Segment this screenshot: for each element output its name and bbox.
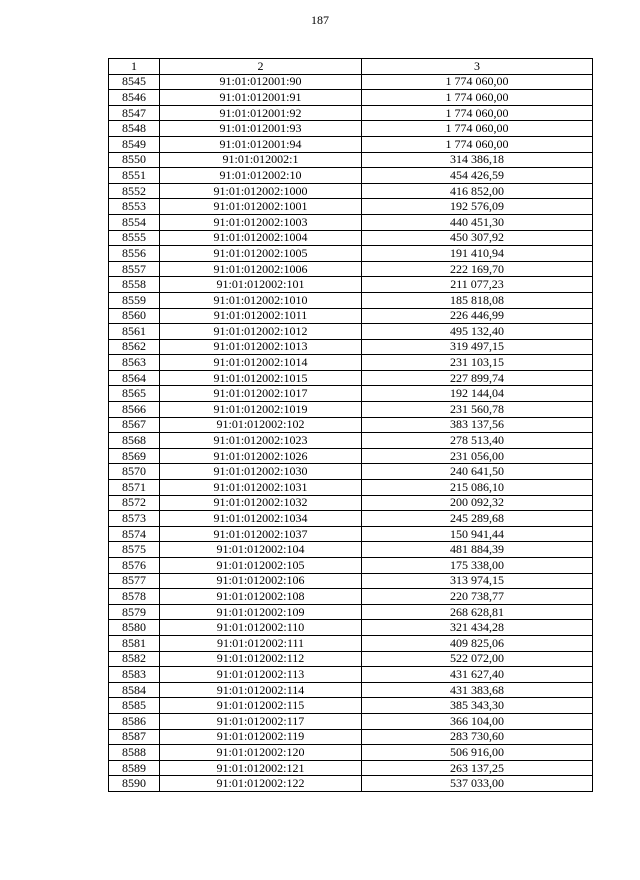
row-number-cell: 8551	[109, 168, 160, 184]
value-cell: 431 627,40	[362, 667, 593, 683]
column-header-2: 2	[160, 59, 362, 75]
cadastral-number-cell: 91:01:012002:1004	[160, 230, 362, 246]
row-number-cell: 8580	[109, 620, 160, 636]
value-cell: 231 103,15	[362, 355, 593, 371]
table-row	[109, 480, 593, 496]
row-number-cell: 8579	[109, 604, 160, 620]
cadastral-number-cell: 91:01:012002:105	[160, 558, 362, 574]
row-number-cell: 8550	[109, 152, 160, 168]
row-number-cell: 8561	[109, 324, 160, 340]
cadastral-number-cell: 91:01:012002:117	[160, 713, 362, 729]
table-row	[109, 558, 593, 574]
table-row	[109, 433, 593, 449]
row-number-cell: 8546	[109, 90, 160, 106]
value-cell: 1 774 060,00	[362, 121, 593, 137]
table-row	[109, 277, 593, 293]
value-cell: 211 077,23	[362, 277, 593, 293]
cadastral-number-cell: 91:01:012002:111	[160, 635, 362, 651]
value-cell: 200 092,32	[362, 495, 593, 511]
value-cell: 227 899,74	[362, 370, 593, 386]
table-row	[109, 370, 593, 386]
table-row	[109, 136, 593, 152]
value-cell: 231 560,78	[362, 402, 593, 418]
row-number-cell: 8576	[109, 558, 160, 574]
cadastral-number-cell: 91:01:012002:1010	[160, 292, 362, 308]
row-number-cell: 8565	[109, 386, 160, 402]
cadastral-number-cell: 91:01:012001:94	[160, 136, 362, 152]
table-row	[109, 417, 593, 433]
table-row	[109, 121, 593, 137]
value-cell: 192 576,09	[362, 199, 593, 215]
cadastral-number-cell: 91:01:012002:114	[160, 682, 362, 698]
table-row	[109, 402, 593, 418]
cadastral-number-cell: 91:01:012002:102	[160, 417, 362, 433]
cadastral-number-cell: 91:01:012002:112	[160, 651, 362, 667]
row-number-cell: 8570	[109, 464, 160, 480]
value-cell: 314 386,18	[362, 152, 593, 168]
cadastral-number-cell: 91:01:012002:1032	[160, 495, 362, 511]
cadastral-number-cell: 91:01:012002:1037	[160, 526, 362, 542]
value-cell: 283 730,60	[362, 729, 593, 745]
table-row	[109, 355, 593, 371]
cadastral-number-cell: 91:01:012002:101	[160, 277, 362, 293]
table-row	[109, 199, 593, 215]
value-cell: 313 974,15	[362, 573, 593, 589]
column-header-3: 3	[362, 59, 593, 75]
row-number-cell: 8571	[109, 480, 160, 496]
cadastral-number-cell: 91:01:012002:119	[160, 729, 362, 745]
value-cell: 1 774 060,00	[362, 74, 593, 90]
row-number-cell: 8587	[109, 729, 160, 745]
cadastral-number-cell: 91:01:012002:104	[160, 542, 362, 558]
cadastral-number-cell: 91:01:012002:1026	[160, 448, 362, 464]
table-row	[109, 713, 593, 729]
table-row	[109, 214, 593, 230]
value-cell: 268 628,81	[362, 604, 593, 620]
row-number-cell: 8555	[109, 230, 160, 246]
table-row	[109, 386, 593, 402]
cadastral-number-cell: 91:01:012002:115	[160, 698, 362, 714]
value-cell: 215 086,10	[362, 480, 593, 496]
table-row	[109, 495, 593, 511]
value-cell: 175 338,00	[362, 558, 593, 574]
cadastral-number-cell: 91:01:012002:120	[160, 745, 362, 761]
row-number-cell: 8586	[109, 713, 160, 729]
row-number-cell: 8559	[109, 292, 160, 308]
row-number-cell: 8558	[109, 277, 160, 293]
cadastral-number-cell: 91:01:012002:113	[160, 667, 362, 683]
row-number-cell: 8588	[109, 745, 160, 761]
value-cell: 185 818,08	[362, 292, 593, 308]
value-cell: 450 307,92	[362, 230, 593, 246]
table-row	[109, 667, 593, 683]
cadastral-number-cell: 91:01:012002:1023	[160, 433, 362, 449]
cadastral-number-cell: 91:01:012002:1012	[160, 324, 362, 340]
row-number-cell: 8566	[109, 402, 160, 418]
row-number-cell: 8584	[109, 682, 160, 698]
cadastral-number-cell: 91:01:012002:1001	[160, 199, 362, 215]
table-row	[109, 152, 593, 168]
row-number-cell: 8578	[109, 589, 160, 605]
value-cell: 278 513,40	[362, 433, 593, 449]
row-number-cell: 8567	[109, 417, 160, 433]
table-row	[109, 230, 593, 246]
cadastral-number-cell: 91:01:012002:1013	[160, 339, 362, 355]
row-number-cell: 8577	[109, 573, 160, 589]
row-number-cell: 8547	[109, 105, 160, 121]
row-number-cell: 8556	[109, 246, 160, 262]
cadastral-number-cell: 91:01:012002:106	[160, 573, 362, 589]
value-cell: 245 289,68	[362, 511, 593, 527]
value-cell: 495 132,40	[362, 324, 593, 340]
table-row	[109, 105, 593, 121]
column-header-1: 1	[109, 59, 160, 75]
table-row	[109, 261, 593, 277]
cadastral-number-cell: 91:01:012001:93	[160, 121, 362, 137]
cadastral-number-cell: 91:01:012002:109	[160, 604, 362, 620]
row-number-cell: 8554	[109, 214, 160, 230]
cadastral-number-cell: 91:01:012002:122	[160, 776, 362, 792]
row-number-cell: 8549	[109, 136, 160, 152]
table-row	[109, 542, 593, 558]
cadastral-number-cell: 91:01:012002:1003	[160, 214, 362, 230]
table-row	[109, 760, 593, 776]
value-cell: 191 410,94	[362, 246, 593, 262]
row-number-cell: 8574	[109, 526, 160, 542]
row-number-cell: 8560	[109, 308, 160, 324]
value-cell: 240 641,50	[362, 464, 593, 480]
row-number-cell: 8545	[109, 74, 160, 90]
table-row	[109, 698, 593, 714]
row-number-cell: 8569	[109, 448, 160, 464]
table-row	[109, 324, 593, 340]
table-row	[109, 246, 593, 262]
page-number: 187	[311, 13, 329, 27]
row-number-cell: 8548	[109, 121, 160, 137]
cadastral-number-cell: 91:01:012002:1	[160, 152, 362, 168]
table-row	[109, 573, 593, 589]
table-row	[109, 292, 593, 308]
value-cell: 522 072,00	[362, 651, 593, 667]
row-number-cell: 8563	[109, 355, 160, 371]
value-cell: 366 104,00	[362, 713, 593, 729]
cadastral-number-cell: 91:01:012002:1006	[160, 261, 362, 277]
value-cell: 1 774 060,00	[362, 105, 593, 121]
row-number-cell: 8568	[109, 433, 160, 449]
value-cell: 409 825,06	[362, 635, 593, 651]
table-row	[109, 74, 593, 90]
table-row	[109, 589, 593, 605]
row-number-cell: 8589	[109, 760, 160, 776]
table-row	[109, 339, 593, 355]
value-cell: 263 137,25	[362, 760, 593, 776]
row-number-cell: 8582	[109, 651, 160, 667]
table-row	[109, 448, 593, 464]
cadastral-number-cell: 91:01:012002:1015	[160, 370, 362, 386]
cadastral-number-cell: 91:01:012001:92	[160, 105, 362, 121]
value-cell: 385 343,30	[362, 698, 593, 714]
header-row	[109, 59, 593, 75]
table-row	[109, 308, 593, 324]
cadastral-number-cell: 91:01:012002:1000	[160, 183, 362, 199]
table-row	[109, 651, 593, 667]
cadastral-number-cell: 91:01:012002:1019	[160, 402, 362, 418]
table-row	[109, 183, 593, 199]
value-cell: 454 426,59	[362, 168, 593, 184]
row-number-cell: 8552	[109, 183, 160, 199]
cadastral-number-cell: 91:01:012001:90	[160, 74, 362, 90]
row-number-cell: 8572	[109, 495, 160, 511]
table-row	[109, 635, 593, 651]
table-row	[109, 464, 593, 480]
row-number-cell: 8583	[109, 667, 160, 683]
row-number-cell: 8581	[109, 635, 160, 651]
value-cell: 222 169,70	[362, 261, 593, 277]
table-row	[109, 620, 593, 636]
value-cell: 321 434,28	[362, 620, 593, 636]
cadastral-number-cell: 91:01:012002:1030	[160, 464, 362, 480]
row-number-cell: 8590	[109, 776, 160, 792]
value-cell: 150 941,44	[362, 526, 593, 542]
cadastral-number-cell: 91:01:012002:108	[160, 589, 362, 605]
value-cell: 1 774 060,00	[362, 136, 593, 152]
data-table	[108, 58, 593, 792]
table-header	[109, 59, 593, 75]
value-cell: 416 852,00	[362, 183, 593, 199]
cadastral-number-cell: 91:01:012001:91	[160, 90, 362, 106]
cadastral-number-cell: 91:01:012002:1005	[160, 246, 362, 262]
value-cell: 220 738,77	[362, 589, 593, 605]
table-body	[109, 74, 593, 791]
row-number-cell: 8562	[109, 339, 160, 355]
table-row	[109, 682, 593, 698]
value-cell: 226 446,99	[362, 308, 593, 324]
row-number-cell: 8573	[109, 511, 160, 527]
row-number-cell: 8585	[109, 698, 160, 714]
table-row	[109, 511, 593, 527]
cadastral-number-cell: 91:01:012002:1011	[160, 308, 362, 324]
row-number-cell: 8557	[109, 261, 160, 277]
value-cell: 383 137,56	[362, 417, 593, 433]
table-row	[109, 90, 593, 106]
value-cell: 506 916,00	[362, 745, 593, 761]
row-number-cell: 8564	[109, 370, 160, 386]
row-number-cell: 8575	[109, 542, 160, 558]
cadastral-number-cell: 91:01:012002:110	[160, 620, 362, 636]
value-cell: 481 884,39	[362, 542, 593, 558]
value-cell: 231 056,00	[362, 448, 593, 464]
cadastral-number-cell: 91:01:012002:1031	[160, 480, 362, 496]
value-cell: 1 774 060,00	[362, 90, 593, 106]
table-row	[109, 168, 593, 184]
table-row	[109, 526, 593, 542]
cadastral-number-cell: 91:01:012002:1014	[160, 355, 362, 371]
value-cell: 431 383,68	[362, 682, 593, 698]
value-cell: 537 033,00	[362, 776, 593, 792]
cadastral-number-cell: 91:01:012002:1017	[160, 386, 362, 402]
value-cell: 319 497,15	[362, 339, 593, 355]
cadastral-number-cell: 91:01:012002:1034	[160, 511, 362, 527]
cadastral-number-cell: 91:01:012002:10	[160, 168, 362, 184]
value-cell: 440 451,30	[362, 214, 593, 230]
value-cell: 192 144,04	[362, 386, 593, 402]
cadastral-number-cell: 91:01:012002:121	[160, 760, 362, 776]
table-row	[109, 776, 593, 792]
row-number-cell: 8553	[109, 199, 160, 215]
table-row	[109, 745, 593, 761]
table-row	[109, 604, 593, 620]
table-row	[109, 729, 593, 745]
